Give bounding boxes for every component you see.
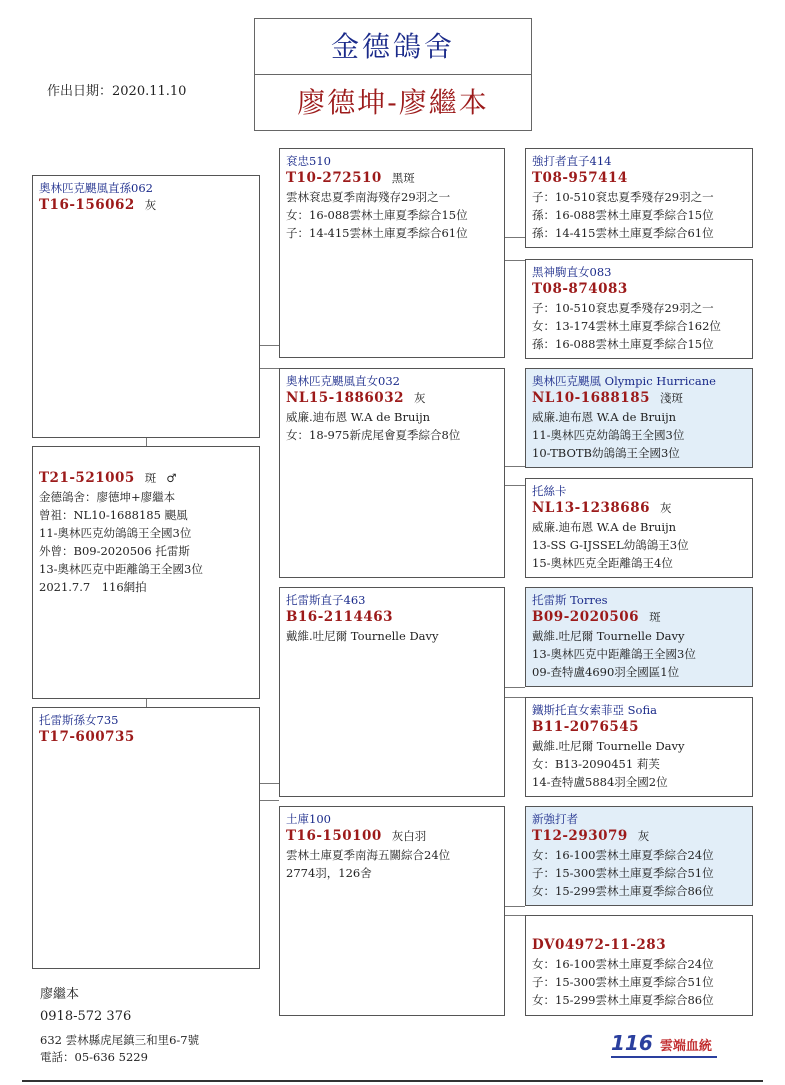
sire-box bbox=[32, 175, 260, 438]
grandparent-box: 土庫100 T16-150100 灰白羽 雲林土庫夏季南海五關綜合24位 2774羽，126舍 bbox=[279, 806, 505, 1016]
connector bbox=[505, 260, 525, 261]
great-grandparent-box: 強打者直子414 T08-957414 子：10-510袞忠夏季殘存29羽之一 孫：16-088雲林土庫夏季綜合15位 孫：14-415雲林土庫夏季綜合61位 bbox=[525, 148, 753, 248]
contact-block bbox=[40, 984, 199, 1066]
sire-color: 灰 bbox=[144, 198, 157, 212]
footer-divider bbox=[22, 1080, 763, 1082]
contact-name: 廖繼本 bbox=[40, 987, 80, 1002]
connector bbox=[505, 906, 525, 907]
subject-line: 外曾：B09-2020506 托雷斯 bbox=[39, 544, 190, 558]
dam-box bbox=[32, 707, 260, 969]
owner-name: 廖德坤-廖繼本 bbox=[297, 86, 489, 119]
grandparent-box: 托雷斯直子463 B16-2114463 戴維.吐尼爾 Tournelle Davy bbox=[279, 587, 505, 797]
great-grandparent-box: 托絲卡 NL13-1238686 灰 威廉.迪布恩 W.A de Bruijn 13-SS G-IJSSEL幼鴿鴿王3位 15-奧林匹克全距離鴿王4位 bbox=[525, 478, 753, 578]
sire-ring: T16-156062 灰 bbox=[39, 197, 157, 213]
grandparent-box: 奧林匹克颶風直女032 NL15-1886032 灰 威廉.迪布恩 W.A de Bruijn 女：18-975新虎尾會夏季綜合8位 bbox=[279, 368, 505, 578]
subject-line: 13-奧林匹克中距離鴿王全國3位 bbox=[39, 562, 203, 576]
connector bbox=[505, 237, 525, 238]
subject-line: 2021.7.7 116網拍 bbox=[39, 580, 147, 594]
great-grandparent-box-highlighted: 托雷斯 Torres B09-2020506 斑 戴維.吐尼爾 Tournelle Davy 13-奧林匹克中距離鴿王全國3位 09-查特盧4690羽全國區1位 bbox=[525, 587, 753, 687]
subject-color: 斑 bbox=[144, 471, 157, 485]
brand-logo bbox=[611, 1031, 717, 1058]
connector bbox=[505, 915, 525, 916]
connector bbox=[259, 368, 279, 369]
connector bbox=[505, 687, 525, 688]
subject-line: 金德鴿舍：廖德坤+廖繼本 bbox=[39, 490, 176, 504]
connector bbox=[505, 466, 525, 467]
sire-name: 奧林匹克颶風直孫062 bbox=[39, 181, 153, 195]
connector bbox=[259, 783, 279, 784]
subject-box bbox=[32, 446, 260, 699]
logo-text: 雲端血統 bbox=[659, 1039, 712, 1054]
connector bbox=[505, 485, 525, 486]
loft-name: 金德鴿舍 bbox=[255, 19, 531, 75]
contact-phone: 0918-572 376 bbox=[40, 1009, 132, 1024]
contact-tel: 電話：05-636 5229 bbox=[40, 1050, 148, 1064]
dam-ring: T17-600735 bbox=[39, 729, 135, 745]
logo-number: 116 bbox=[611, 1031, 653, 1055]
great-grandparent-box: 黑神駒直女083 T08-874083 子：10-510袞忠夏季殘存29羽之一 女：13-174雲林土庫夏季綜合162位 孫：16-088雲林土庫夏季綜合15位 bbox=[525, 259, 753, 359]
date-label: 作出日期：2020.11.10 bbox=[47, 84, 187, 99]
great-grandparent-box-highlighted: 新強打者 T12-293079 灰 女：16-100雲林土庫夏季綜合24位 子：15-300雲林土庫夏季綜合51位 女：15-299雲林土庫夏季綜合86位 bbox=[525, 806, 753, 906]
connector bbox=[505, 697, 525, 698]
connector bbox=[146, 698, 147, 707]
subject-line: 11-奧林匹克幼鴿鴿王全國3位 bbox=[39, 526, 192, 540]
header-title-box bbox=[254, 18, 532, 131]
connector bbox=[146, 437, 147, 446]
subject-ring: T21-521005 斑 ♂ bbox=[39, 470, 177, 486]
subject-line: 曾祖：NL10-1688185 颶風 bbox=[39, 508, 188, 522]
logo-underline bbox=[611, 1056, 717, 1058]
dam-name: 托雷斯孫女735 bbox=[39, 713, 119, 727]
male-sex-icon: ♂ bbox=[166, 471, 177, 485]
connector bbox=[259, 800, 279, 801]
great-grandparent-box: 鐵斯托直女索菲亞 Sofia B11-2076545 戴維.吐尼爾 Tournelle Davy 女：B13-2090451 莉芙 14-查特盧5884羽全國2位 bbox=[525, 697, 753, 797]
grandparent-box: 袞忠510 T10-272510 黑斑 雲林袞忠夏季南海殘存29羽之一 女：16-088雲林土庫夏季綜合15位 子：14-415雲林土庫夏季綜合61位 bbox=[279, 148, 505, 358]
great-grandparent-box-highlighted: 奧林匹克颶風 Olympic Hurricane NL10-1688185 淺斑 威廉.迪布恩 W.A de Bruijn 11-奧林匹克幼鴿鴿王全國3位 10-TBOTB幼鴿鴿王全國3位 bbox=[525, 368, 753, 468]
great-grandparent-box: DV04972-11-283 女：16-100雲林土庫夏季綜合24位 子：15-300雲林土庫夏季綜合51位 女：15-299雲林土庫夏季綜合86位 bbox=[525, 915, 753, 1016]
connector bbox=[259, 345, 279, 346]
contact-address: 632 雲林縣虎尾鎮三和里6-7號 bbox=[40, 1033, 200, 1047]
